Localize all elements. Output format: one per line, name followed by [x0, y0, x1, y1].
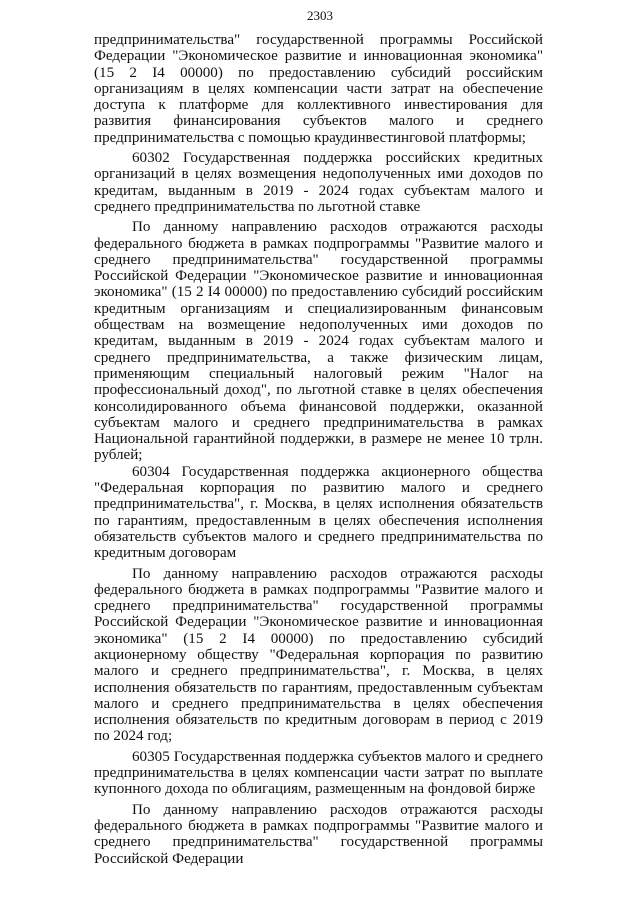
- document-body: [94, 32, 543, 867]
- paragraph-continuation: предпринимательства" государственной программы Российской Федерации "Экономическое развитие и инновационная экономика" (15 2 I4 00000) по предоставлению субсидий российским организациям в целях компенсации части затрат на обеспечение доступа к платформе для коллективного инвестирования для развития финансирования субъектов малого и среднего предпринимательства с помощью краудинвестинговой платформы;: [94, 32, 543, 146]
- paragraph-60302-description: По данному направлению расходов отражаются расходы федерального бюджета в рамках подпрограммы "Развитие малого и среднего предпринимательства" государственной программы Российской Федерации "Экономическое развитие и инновационная экономика" (15 2 I4 00000) по предоставлению субсидий российским кредитным организациям и специализированным финансовым обществам на возмещение недополученных ими доходов по кредитам, выданным в 2019 - 2024 годах субъектам малого и среднего предпринимательства, а также физическим лицам, применяющим специальный налоговый режим "Налог на профессиональный доход", по льготной ставке в целях обеспечения консолидированного объема финансовой поддержки, оказанной субъектам малого и среднего предпринимательства в рамках Национальной гарантийной поддержки, в размере не менее 10 трлн. рублей;: [94, 219, 543, 464]
- paragraph-60304-heading: 60304 Государственная поддержка акционерного общества "Федеральная корпорация по развитию малого и среднего предпринимательства", г. Москва, в целях исполнения обязательств по гарантиям, предоставленным в целях обеспечения исполнения обязательств субъектов малого и среднего предпринимательства по кредитным договорам: [94, 463, 543, 562]
- paragraph-60304-description: По данному направлению расходов отражаются расходы федерального бюджета в рамках подпрограммы "Развитие малого и среднего предпринимательства" государственной программы Российской Федерации "Экономическое развитие и инновационная экономика" (15 2 I4 00000) по предоставлению субсидий акционерному обществу "Федеральная корпорация по развитию малого и среднего предпринимательства", г. Москва, в целях исполнения обязательств по гарантиям, предоставленным субъектам малого и среднего предпринимательства в целях обеспечения исполнения обязательств по кредитным договорам в период с 2019 по 2024 год;: [94, 565, 543, 745]
- paragraph-60305-heading: 60305 Государственная поддержка субъектов малого и среднего предпринимательства в целях компенсации части затрат по выплате купонного дохода по облигациям, размещенным на фондовой бирже: [94, 748, 543, 798]
- paragraph-60302-heading: 60302 Государственная поддержка российских кредитных организаций в целях возмещения недополученных ими доходов по кредитам, выданным в 2019 - 2024 годах субъектам малого и среднего предпринимательства по льготной ставке: [94, 150, 543, 215]
- paragraph-60305-description: По данному направлению расходов отражаются расходы федерального бюджета в рамках подпрограммы "Развитие малого и среднего предпринимательства" государственной программы Российской Федерации: [94, 801, 543, 867]
- page-number: 2303: [307, 8, 333, 23]
